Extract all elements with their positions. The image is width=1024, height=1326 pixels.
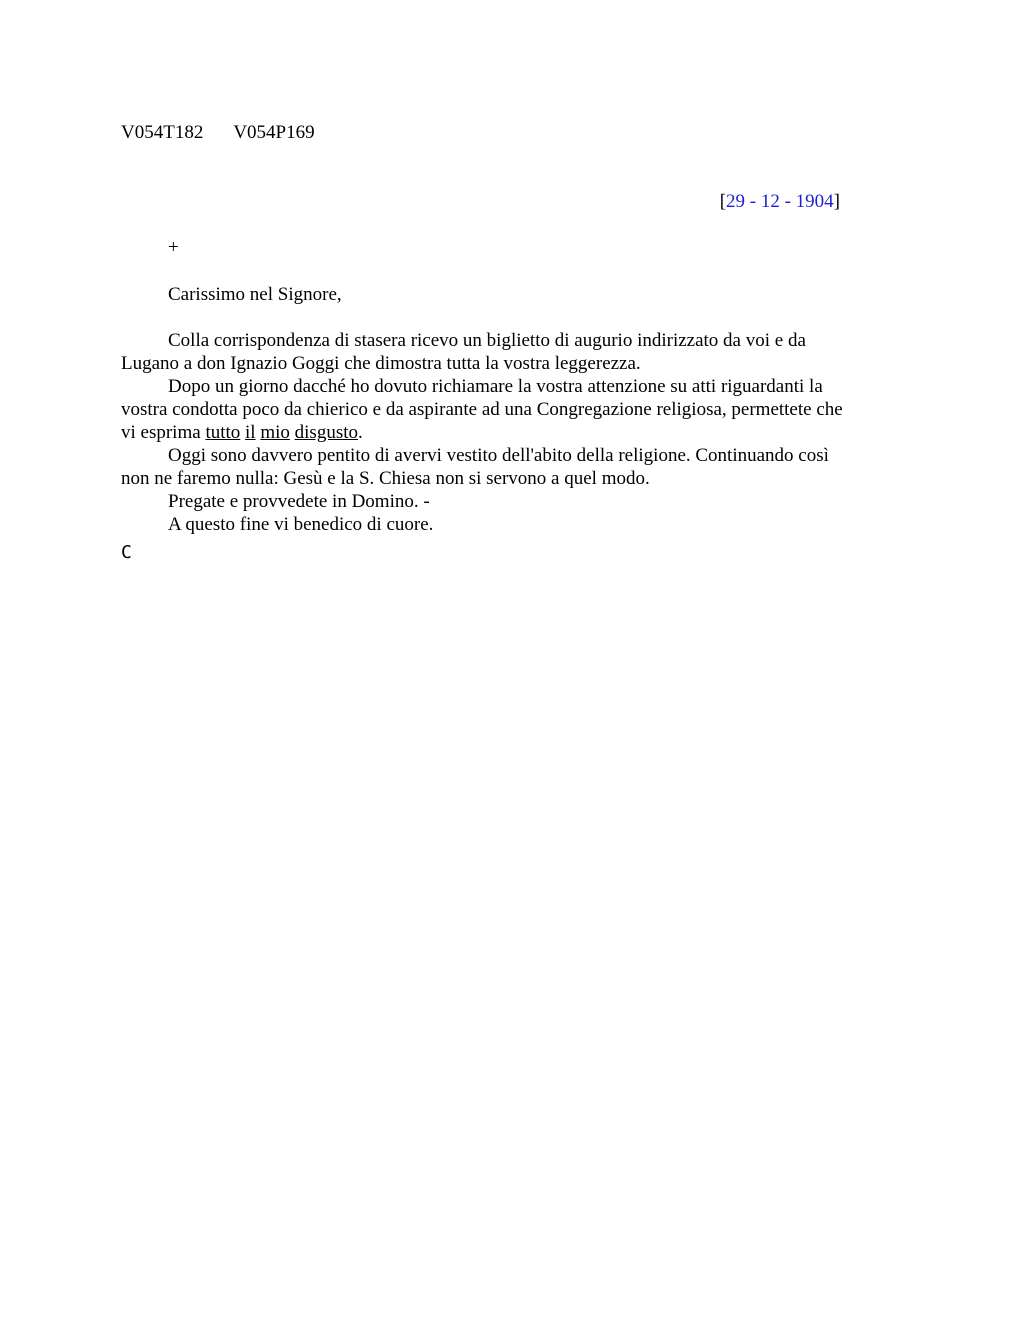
document-reference <box>121 121 315 144</box>
paragraph-5: A questo fine vi benedico di cuore. <box>168 514 434 535</box>
salutation: Carissimo nel Signore, <box>168 284 342 305</box>
date-open-bracket: [ <box>719 191 727 212</box>
underlined-word-mio: mio <box>260 422 290 443</box>
paragraph-2-end: . <box>358 422 363 443</box>
reference-p-code: V054P169 <box>233 122 315 143</box>
paragraph-2 <box>121 375 851 444</box>
paragraph-1: Colla corrispondenza di stasera ricevo un biglietto di augurio indirizzato da voi e da Lugano a don Ignazio Goggi che dimostra tutta la vostra leggerezza. <box>121 330 806 374</box>
date-text: 29 - 12 - 1904 <box>726 191 834 212</box>
reference-t-code: V054T182 <box>121 122 204 143</box>
paragraph-2-start: Dopo un giorno dacché ho dovuto richiamare la vostra attenzione su atti riguardanti la vostra condotta poco da chierico e da aspirante ad una Congregazione religiosa, permettete che vi esprima <box>121 376 843 443</box>
underlined-word-il: il <box>245 422 256 443</box>
paragraph-4: Pregate e provvedete in Domino. - <box>168 491 430 512</box>
letter-date <box>720 190 840 213</box>
cross-mark: + <box>168 237 179 258</box>
underlined-word-tutto: tutto <box>205 422 241 443</box>
date-close-bracket: ] <box>833 191 840 212</box>
closing-mark: C <box>121 542 132 563</box>
letter-body <box>121 329 851 536</box>
underlined-word-disgusto: disgusto <box>294 422 359 443</box>
paragraph-3: Oggi sono davvero pentito di avervi vestito dell'abito della religione. Continuando così non ne faremo nulla: Gesù e la S. Chiesa non si servono a quel modo. <box>121 445 829 489</box>
